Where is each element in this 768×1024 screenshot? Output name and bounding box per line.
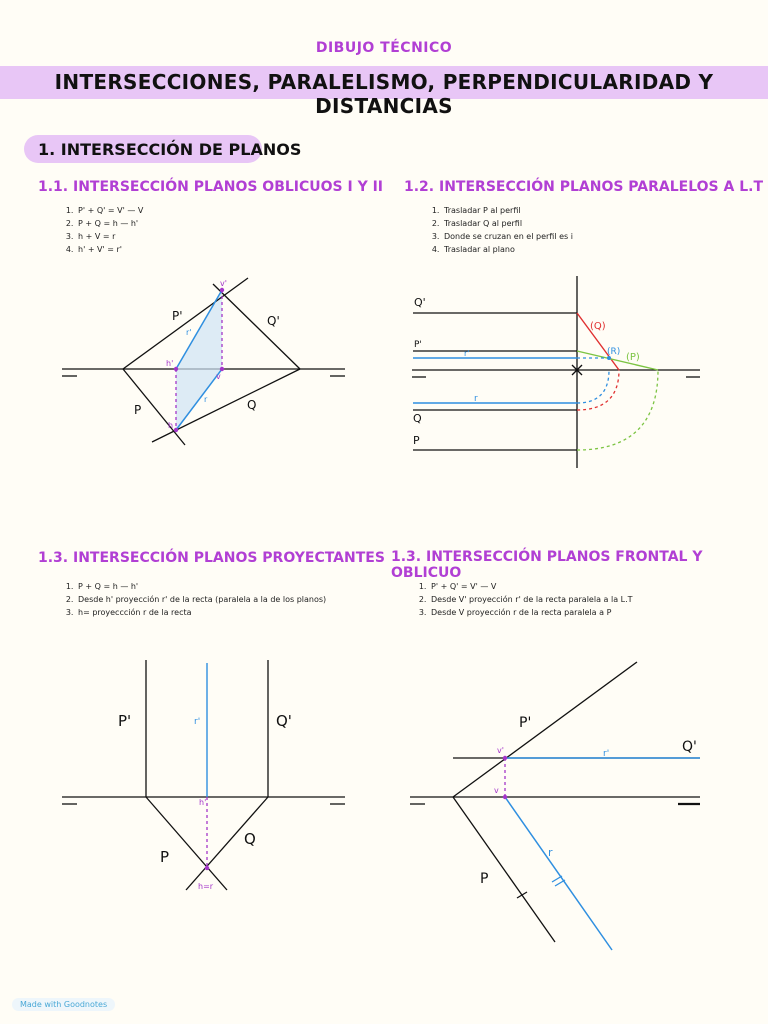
- point-h1: [174, 367, 178, 371]
- step-item: 4. h' + V' = r': [76, 243, 143, 256]
- step-item: 1. P' + Q' = V' — V: [76, 204, 143, 217]
- label-p1: P': [519, 715, 532, 731]
- label-v1: v': [497, 746, 504, 755]
- step-item: 2. Desde h' proyección r' de la recta (paralela a la de los planos): [76, 593, 366, 606]
- subsection-1-3b-title: 1.3. INTERSECCIÓN PLANOS FRONTAL Y OBLICUO: [391, 549, 703, 581]
- label-q: Q: [247, 398, 257, 412]
- step-item: 1. P' + Q' = V' — V: [429, 580, 633, 593]
- page-title: INTERSECCIONES, PARALELISMO, PERPENDICULARIDAD Y DISTANCIAS: [54, 70, 714, 118]
- step-item: 1. P + Q = h — h': [76, 580, 366, 593]
- goodnotes-badge: Made with Goodnotes: [12, 998, 115, 1011]
- label-p: P: [413, 434, 420, 447]
- step-item: 3. h + V = r: [76, 230, 143, 243]
- figure-1-3b-labels: [480, 715, 697, 887]
- label-r1: r': [194, 717, 201, 727]
- label-p1: P': [118, 712, 132, 730]
- line-r: [505, 797, 612, 950]
- arc-q: [577, 370, 619, 410]
- step-item: 3. Desde V proyección r de la recta paralela a P: [429, 606, 633, 619]
- plane-p-horizontal-trace: [146, 797, 227, 890]
- label-h1: h': [166, 359, 174, 368]
- label-p: P: [134, 403, 142, 417]
- subsection-1-2-title: 1.2. INTERSECCIÓN PLANOS PARALELOS A L.T: [404, 179, 763, 195]
- subsection-1-3a-title: 1.3. INTERSECCIÓN PLANOS PROYECTANTES: [38, 550, 385, 566]
- figure-1-3a: [62, 660, 345, 890]
- label-v1: v': [220, 279, 227, 288]
- step-item: 2. P + Q = h — h': [76, 217, 143, 230]
- step-item: 3. h= proyeccción r de la recta: [76, 606, 366, 619]
- label-q: Q: [413, 412, 422, 425]
- label-r1: r': [603, 749, 610, 759]
- label-q1: Q': [276, 712, 292, 730]
- step-item: 1. Trasladar P al perfil: [442, 204, 573, 217]
- label-p: P: [160, 848, 170, 866]
- intersection-fill: [176, 290, 222, 430]
- label-q: Q: [244, 830, 256, 848]
- point-v1: [503, 756, 507, 760]
- label-q1: Q': [267, 314, 280, 328]
- point-v: [220, 367, 224, 371]
- step-item: 4. Trasladar al plano: [442, 243, 573, 256]
- label-p1: P': [414, 340, 422, 350]
- label-r: r: [204, 395, 208, 404]
- section-title: 1. INTERSECCIÓN DE PLANOS: [38, 140, 302, 159]
- label-h1: h': [199, 798, 207, 807]
- step-item: 3. Donde se cruzan en el perfil es i: [442, 230, 573, 243]
- label-q1: Q': [682, 739, 697, 755]
- label-q-profile: (Q): [590, 321, 606, 332]
- point-v: [503, 795, 507, 799]
- figure-1-2-labels: [413, 296, 640, 447]
- figure-1-3b: [410, 662, 700, 950]
- figure-1-2: [412, 276, 700, 468]
- label-p1: P': [172, 309, 183, 323]
- step-item: 2. Desde V' proyección r' de la recta paralela a la L.T: [429, 593, 633, 606]
- step-item: 2. Trasladar Q al perfil: [442, 217, 573, 230]
- label-q1: Q': [414, 296, 426, 309]
- point-v1: [220, 288, 224, 292]
- label-r1: r': [464, 349, 470, 358]
- plane-p-horizontal-trace: [453, 797, 555, 942]
- subsection-1-1-title: 1.1. INTERSECCIÓN PLANOS OBLICUOS I Y II: [38, 179, 384, 195]
- label-hr: h=r: [198, 882, 214, 891]
- label-v: v: [494, 786, 499, 795]
- label-h: h: [168, 421, 174, 430]
- figure-1-1: [62, 278, 345, 445]
- label-p: P: [480, 871, 489, 887]
- plane-p-vertical-trace: [453, 662, 637, 797]
- plane-q-vertical-trace: [213, 284, 300, 369]
- label-r: r: [548, 846, 553, 859]
- label-r1: r': [186, 328, 192, 337]
- parallel-tick: [552, 876, 562, 882]
- point-h: [205, 866, 209, 870]
- label-p-profile: (P): [626, 352, 640, 363]
- parallel-tick: [517, 892, 527, 898]
- subject-label: DIBUJO TÉCNICO: [315, 40, 453, 56]
- label-r: r: [474, 394, 478, 404]
- label-v: v: [216, 372, 221, 381]
- label-r-profile: (R): [607, 347, 621, 357]
- point-h: [174, 428, 178, 432]
- parallel-tick: [555, 880, 565, 886]
